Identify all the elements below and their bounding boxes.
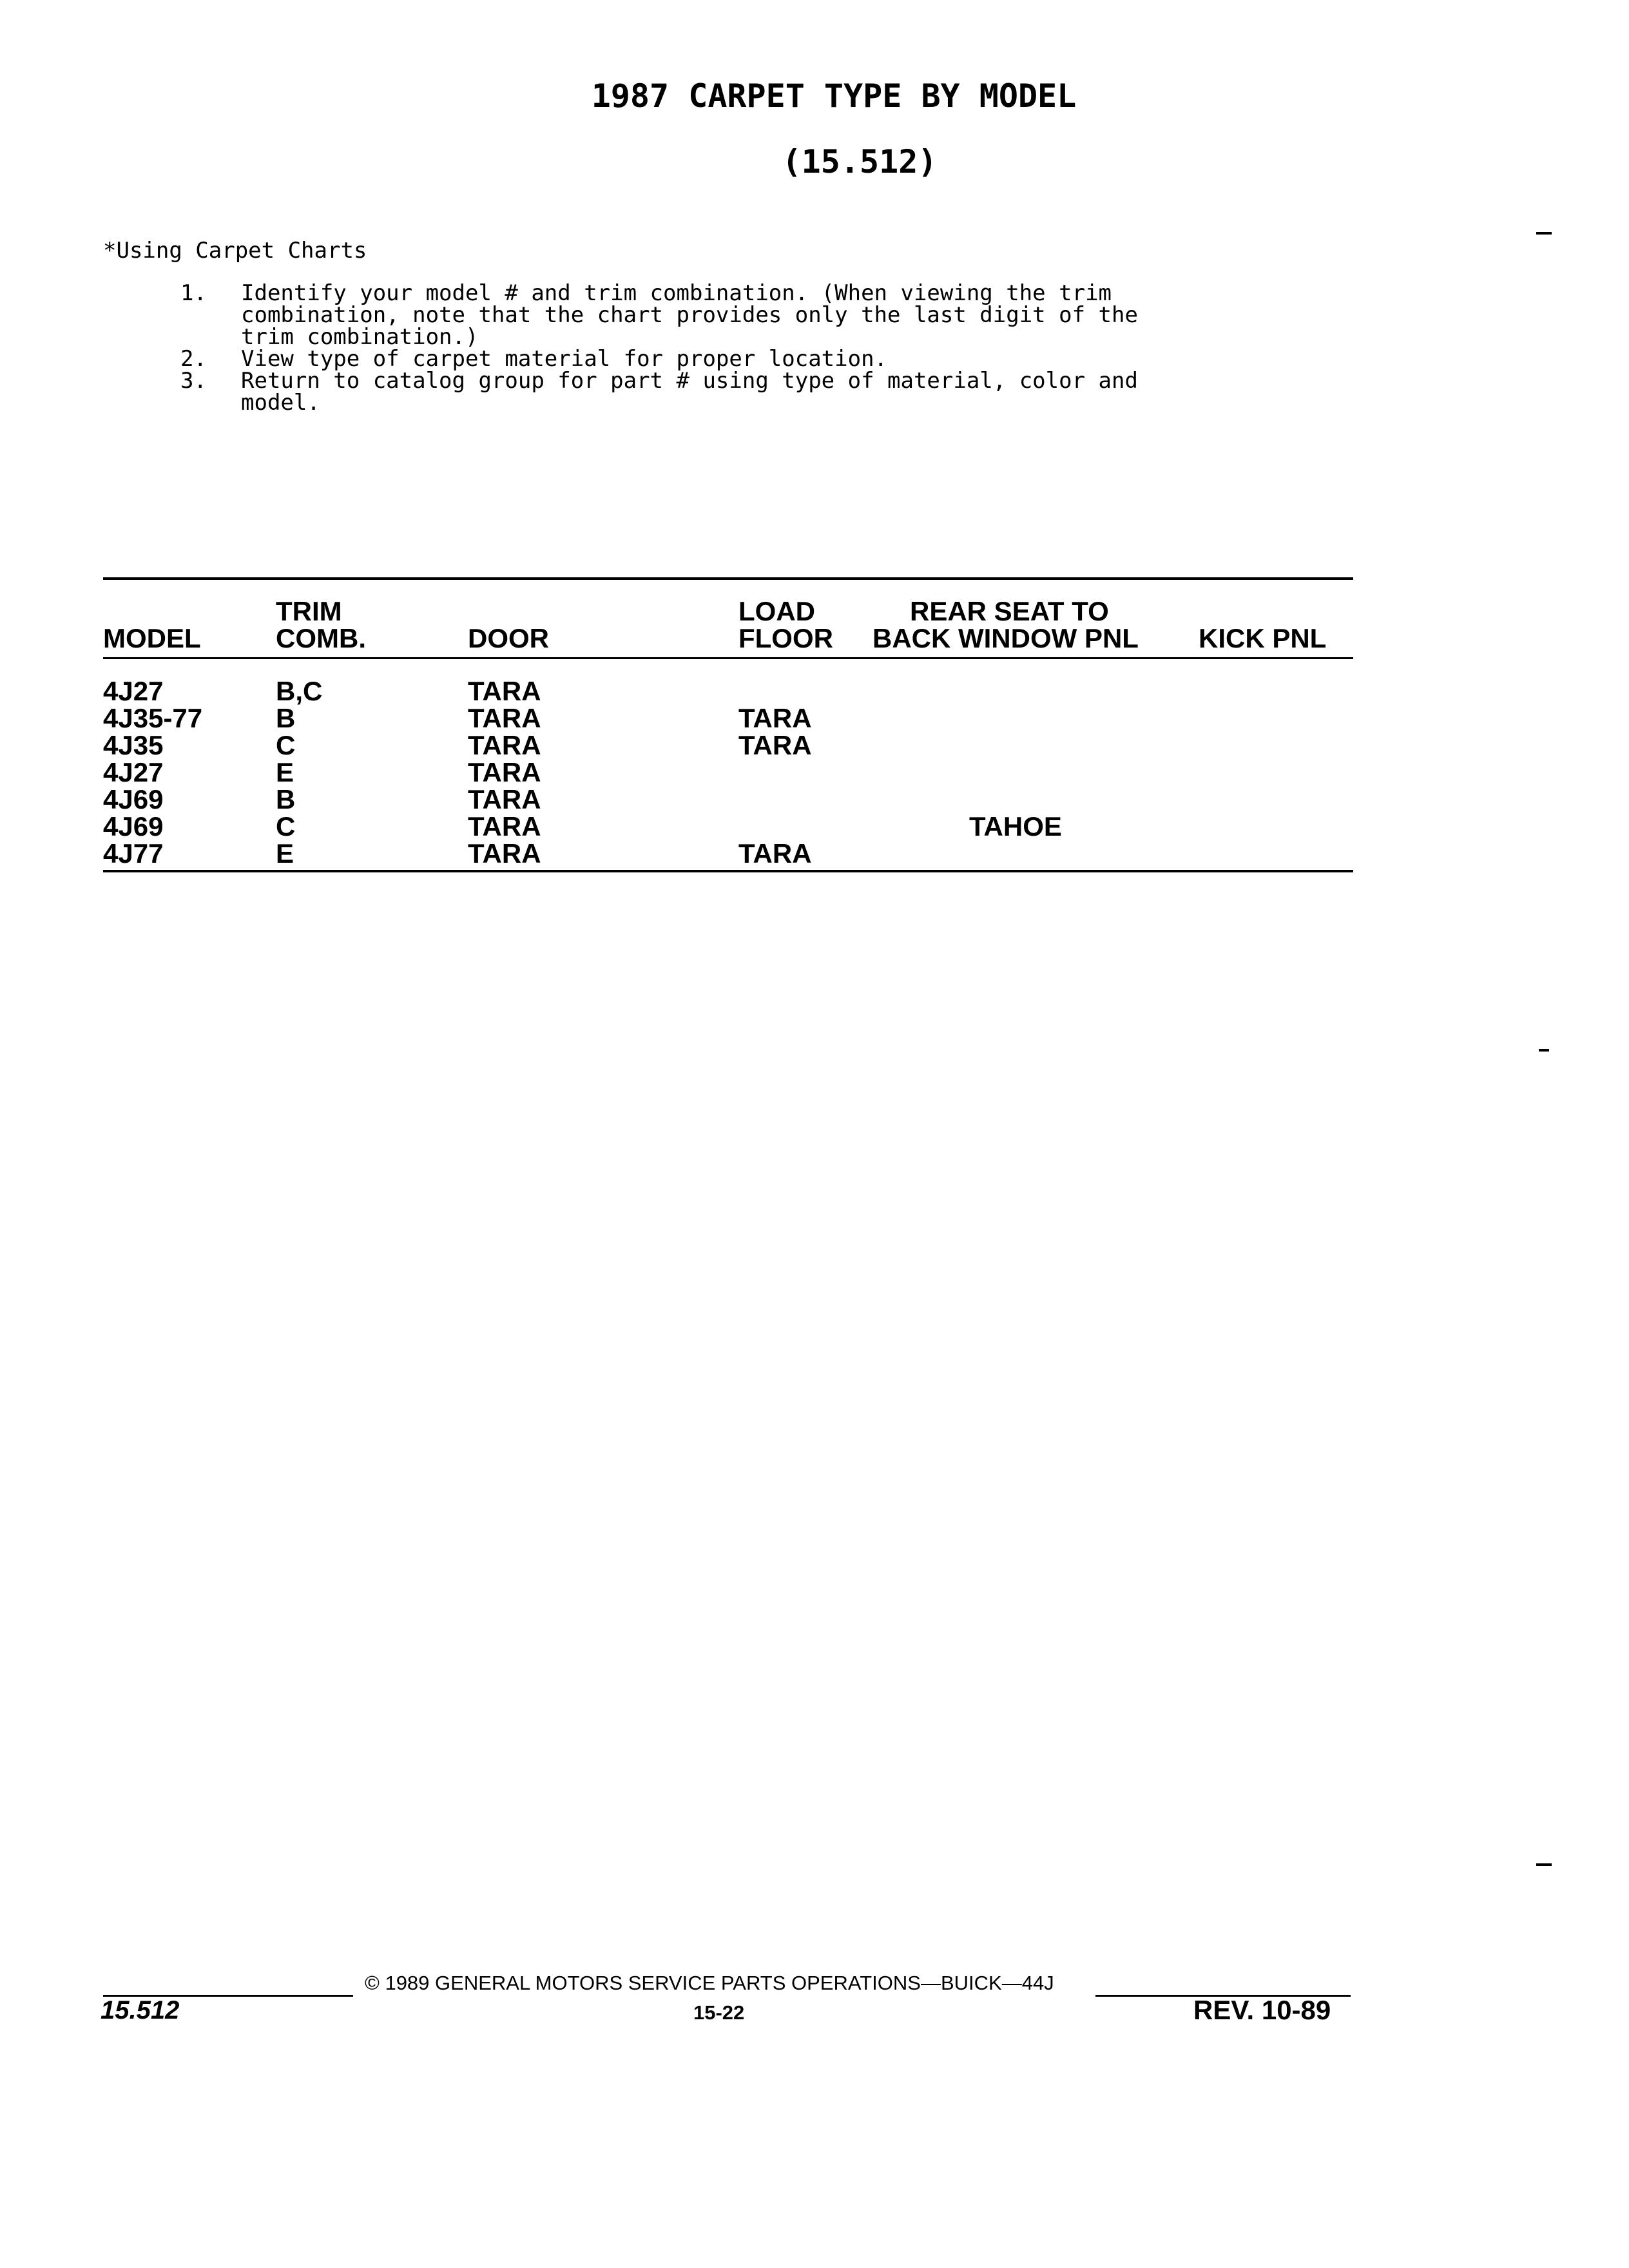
step-line: model. bbox=[241, 390, 320, 416]
cell-door: TARA bbox=[468, 784, 541, 814]
cell-trim: E bbox=[276, 757, 294, 787]
header-comb: COMB. bbox=[276, 623, 366, 653]
header-trim: TRIM bbox=[276, 596, 342, 626]
header-rear-seat: REAR SEAT TO bbox=[910, 596, 1109, 626]
footer-copyright: © 1989 GENERAL MOTORS SERVICE PARTS OPERATIONS—BUICK—44J bbox=[365, 1972, 1054, 1994]
instructions-heading: *Using Carpet Charts bbox=[103, 238, 367, 264]
step-line: trim combination.) bbox=[241, 324, 479, 350]
footer-revision: REV. 10-89 bbox=[1193, 1995, 1331, 2025]
header-load: LOAD bbox=[738, 596, 815, 626]
table-top-rule bbox=[103, 577, 1353, 580]
cell-door: TARA bbox=[468, 676, 541, 706]
cell-load: TARA bbox=[738, 730, 812, 760]
cell-model: 4J27 bbox=[103, 757, 164, 787]
margin-mark bbox=[1536, 232, 1552, 235]
header-kick-pnl: KICK PNL bbox=[1199, 623, 1327, 653]
header-floor: FLOOR bbox=[738, 623, 833, 653]
cell-trim: E bbox=[276, 838, 294, 869]
page-title: 1987 CARPET TYPE BY MODEL bbox=[591, 77, 1077, 115]
table-bottom-rule bbox=[103, 870, 1353, 872]
header-model: MODEL bbox=[103, 623, 201, 653]
header-door: DOOR bbox=[468, 623, 549, 653]
footer-page-number: 15-22 bbox=[693, 2001, 745, 2024]
cell-trim: C bbox=[276, 811, 296, 841]
cell-trim: B bbox=[276, 784, 296, 814]
step-line: Identify your model # and trim combination. (When viewing the trim bbox=[241, 280, 1112, 306]
cell-model: 4J35-77 bbox=[103, 703, 203, 733]
step-number: 3. bbox=[180, 368, 207, 394]
cell-door: TARA bbox=[468, 703, 541, 733]
section-number-title: (15.512) bbox=[782, 143, 938, 180]
step-number: 1. bbox=[180, 280, 207, 306]
cell-rear: TAHOE bbox=[969, 811, 1062, 841]
header-rule bbox=[103, 657, 1353, 659]
cell-model: 4J35 bbox=[103, 730, 164, 760]
cell-door: TARA bbox=[468, 811, 541, 841]
cell-model: 4J27 bbox=[103, 676, 164, 706]
cell-trim: C bbox=[276, 730, 296, 760]
step-number: 2. bbox=[180, 346, 207, 372]
step-line: Return to catalog group for part # using type of material, color and bbox=[241, 368, 1138, 394]
cell-load: TARA bbox=[738, 838, 812, 869]
footer-section-number: 15.512 bbox=[101, 1996, 180, 2024]
margin-mark bbox=[1539, 1049, 1549, 1052]
cell-door: TARA bbox=[468, 838, 541, 869]
header-back-window: BACK WINDOW PNL bbox=[872, 623, 1139, 653]
step-line: combination, note that the chart provides only the last digit of the bbox=[241, 302, 1138, 328]
cell-trim: B,C bbox=[276, 676, 323, 706]
cell-model: 4J69 bbox=[103, 784, 164, 814]
cell-trim: B bbox=[276, 703, 296, 733]
cell-model: 4J69 bbox=[103, 811, 164, 841]
margin-mark bbox=[1536, 1863, 1552, 1866]
cell-load: TARA bbox=[738, 703, 812, 733]
cell-model: 4J77 bbox=[103, 838, 164, 869]
cell-door: TARA bbox=[468, 730, 541, 760]
step-line: View type of carpet material for proper location. bbox=[241, 346, 888, 372]
cell-door: TARA bbox=[468, 757, 541, 787]
